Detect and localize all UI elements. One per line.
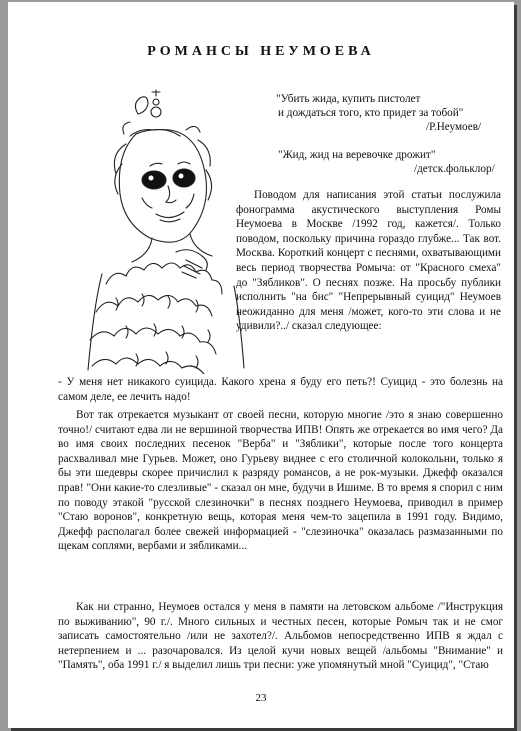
epigraph-1-line-1: "Убить жида, купить пистолет	[276, 93, 421, 105]
body-paragraph-3	[58, 600, 503, 673]
paragraph-3-text: Как ни странно, Неумоев остался у меня в памяти на летовском альбоме /"Инструкция по выживанию", 90 г./. Много сильных и честных песен, которые Ромыч так и не смог записать самостоятельно /или не захотел?/. Альбомов непосредственно ИПВ я ждал с нетерпением и ... разочаровался. Из целой кучи новых вещей /альбомы "Внимание" и "Память", оба 1991 г./ я выделил лишь три песни: уже упомянутый мной "Суицид", "Стаю	[58, 601, 503, 672]
body-paragraph-2	[58, 408, 503, 554]
page-number: 23	[255, 692, 267, 704]
epigraph-2-line-1: "Жид, жид на веревочке дрожит"	[278, 149, 436, 161]
paragraph-2-text: Вот так отрекается музыкант от своей песни, которую многие /это я знаю совершенно точно!/ считают едва ли не вершиной творчества ИПВ! Опять же отрекается во имя чего? Да во имя своих последних песенок "Верба" и "Зяблики", которые после того концерта расхваливал мне Гурьев. Может, оно Гурьеву виднее с его столичной колокольни, только я бы эти шедевры скорее причислил к разряду романсов, а не рок-музыки. Джефф оказался прав! "Они какие-то слезливые" - сказал он мне, будучи в Ишиме. В то время я спорил с ним по поводу этакой "русской слезиночки" в песнях позднего Неумоева, приводил в пример "Стаю воронов", конкретную вещь, которая меня чем-то зацепила в 1991 году. Видимо, Джефф располагал более свежей информацией - "слезиночка" оказалась размазанными по щекам соплями, вербами и зябликами...	[58, 409, 503, 553]
page-title: РОМАНСЫ НЕУМОЕВА	[147, 44, 375, 59]
epigraph-1-line-2: и дождаться того, кто придет за тобой"	[278, 107, 464, 119]
quote-paragraph	[58, 375, 503, 404]
quote-text: - У меня нет никакого суицида. Какого хрена я буду его петь?! Суицид - это болезнь на самом деле, ее лечить надо!	[58, 376, 503, 403]
intro-paragraph	[236, 188, 501, 334]
epigraph-2-source: /детск.фольклор/	[414, 163, 495, 175]
document-page	[8, 2, 514, 728]
epigraph-1-source: /Р.Неумоев/	[426, 121, 482, 133]
intro-text: Поводом для написания этой статьи послужила фонограмма акустического выступления Ромы Неумоева в Москве /1992 год, кажется/. Только поводом, поскольку причина гораздо глубже... Так вот. Москва. Короткий концерт с песнями, охватывающими весь период творчества Ромыча: от "Красного смеха" до "Зябликов". О песнях позже. На просьбу публики исполнить "на бис" "Непрерывный суицид" Неумоев неожиданно для меня /может, кого-то эти слова и не удивили?../ сказал следующее:	[236, 189, 501, 333]
